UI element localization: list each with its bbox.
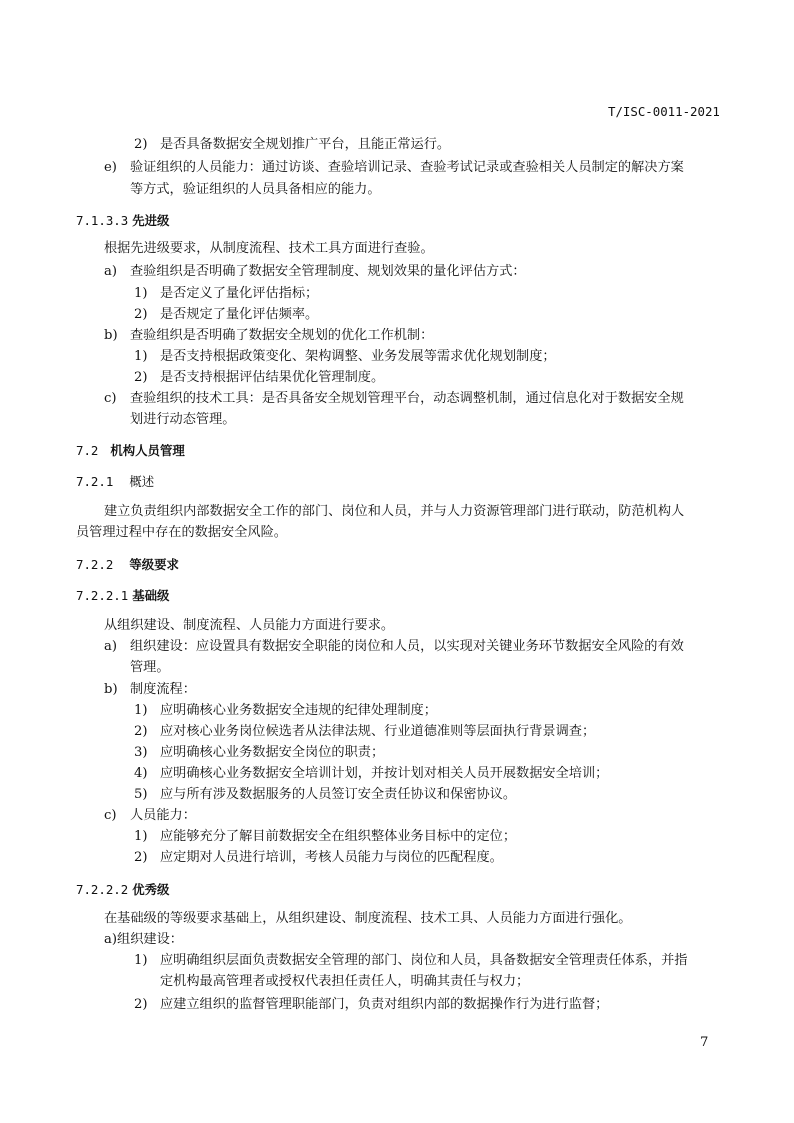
list-text: 是否定义了量化评估指标； — [160, 286, 319, 301]
list-text: 制度流程： — [130, 682, 196, 697]
section-number: 7.2 — [76, 443, 99, 458]
list-item — [104, 680, 196, 700]
list-item — [104, 806, 196, 826]
list-item — [104, 262, 526, 282]
list-item — [104, 389, 684, 409]
list-marker: a) — [104, 639, 118, 654]
list-text: 应能够充分了解目前数据安全在组织整体业务目标中的定位； — [160, 829, 517, 844]
list-marker: c) — [104, 391, 117, 406]
section-title: 等级要求 — [129, 557, 179, 572]
list-item — [134, 368, 384, 388]
section-number: 7.2.1 — [76, 474, 114, 489]
list-text: 查验组织是否明确了数据安全规划的优化工作机制： — [130, 328, 434, 343]
list-marker: 2) — [134, 850, 148, 865]
list-item — [134, 722, 595, 742]
section-title: 机构人员管理 — [110, 443, 185, 458]
list-item — [104, 326, 433, 346]
list-heading: a)组织建设： — [104, 932, 183, 947]
list-marker: b) — [104, 328, 118, 343]
list-marker: 1) — [134, 286, 148, 301]
section-heading — [76, 472, 154, 492]
list-text: 组织建设：应设置具有数据安全职能的岗位和人员，以实现对关键业务环节数据安全风险的有效 — [130, 639, 684, 654]
list-marker: c) — [104, 808, 117, 823]
list-text: 应定期对人员进行培训，考核人员能力与岗位的匹配程度。 — [160, 850, 503, 865]
section-heading — [76, 586, 169, 606]
list-text: 应明确组织层面负责数据安全管理的部门、岗位和人员，具备数据安全管理责任体系，并指 — [160, 953, 688, 968]
list-text: 应与所有涉及数据服务的人员签订安全责任协议和保密协议。 — [160, 787, 517, 802]
section-number: 7.1.3.3 — [76, 213, 129, 228]
list-marker: 1) — [134, 953, 148, 968]
list-marker: a) — [104, 264, 118, 279]
list-marker: 1) — [134, 829, 148, 844]
document-code: T/ISC-0011-2021 — [608, 104, 720, 119]
list-item — [134, 764, 608, 784]
list-text: 是否支持根据评估结果优化管理制度。 — [160, 370, 385, 385]
list-text: 应明确核心业务数据安全违规的纪律处理制度； — [160, 703, 437, 718]
list-marker: e) — [104, 160, 117, 175]
paragraph-continued: 员管理过程中存在的数据安全风险。 — [76, 525, 287, 540]
list-item — [134, 995, 608, 1015]
list-text-continued: 管理。 — [130, 660, 170, 675]
list-item — [134, 743, 384, 763]
section-heading — [76, 441, 185, 461]
section-title: 优秀级 — [132, 882, 170, 897]
paragraph: 建立负责组织内部数据安全工作的部门、岗位和人员，并与人力资源管理部门进行联动，防范机构人 — [104, 504, 685, 519]
page-number: 7 — [700, 1035, 709, 1050]
section-number: 7.2.2 — [76, 557, 114, 572]
list-marker: 2) — [134, 370, 148, 385]
list-text: 应明确核心业务数据安全培训计划，并按计划对相关人员开展数据安全培训； — [160, 766, 609, 781]
list-text: 应对核心业务岗位候选者从法律法规、行业道德准则等层面执行背景调查； — [160, 724, 596, 739]
list-text: 是否具备数据安全规划推广平台，且能正常运行。 — [160, 137, 451, 152]
list-marker: 1) — [134, 703, 148, 718]
list-item — [134, 305, 318, 325]
section-title: 基础级 — [132, 588, 170, 603]
list-marker: 4) — [134, 766, 148, 781]
list-text: 验证组织的人员能力：通过访谈、查验培训记录、查验考试记录或查验相关人员制定的解决方案 — [130, 160, 684, 175]
list-text-continued: 等方式，验证组织的人员具备相应的能力。 — [130, 182, 381, 197]
paragraph: 在基础级的等级要求基础上，从组织建设、制度流程、技术工具、人员能力方面进行强化。 — [104, 911, 632, 926]
list-text: 是否支持根据政策变化、架构调整、业务发展等需求优化规划制度； — [160, 349, 556, 364]
list-item — [134, 785, 516, 805]
list-item — [104, 637, 684, 657]
list-item — [104, 158, 684, 178]
list-marker: 2) — [134, 307, 148, 322]
list-item — [134, 135, 450, 155]
list-item — [134, 701, 437, 721]
list-marker: 1) — [134, 349, 148, 364]
list-item — [134, 848, 503, 868]
list-marker: 2) — [134, 137, 148, 152]
list-text-continued: 划进行动态管理。 — [130, 412, 236, 427]
list-marker: 2) — [134, 997, 148, 1012]
paragraph: 根据先进级要求，从制度流程、技术工具方面进行查验。 — [104, 241, 434, 256]
section-heading — [76, 211, 169, 231]
list-item — [134, 951, 688, 971]
section-number: 7.2.2.2 — [76, 882, 129, 897]
section-heading — [76, 880, 169, 900]
paragraph: 从组织建设、制度流程、人员能力方面进行要求。 — [104, 618, 395, 633]
list-text: 查验组织是否明确了数据安全管理制度、规划效果的量化评估方式： — [130, 264, 526, 279]
list-text: 查验组织的技术工具：是否具备安全规划管理平台，动态调整机制，通过信息化对于数据安全规 — [130, 391, 684, 406]
list-item — [134, 347, 556, 367]
list-item — [134, 827, 516, 847]
list-text: 应建立组织的监督管理职能部门，负责对组织内部的数据操作行为进行监督； — [160, 997, 609, 1012]
list-text-continued: 定机构最高管理者或授权代表担任责任人，明确其责任与权力； — [160, 974, 530, 989]
list-marker: 5) — [134, 787, 148, 802]
list-text: 应明确核心业务数据安全岗位的职责； — [160, 745, 385, 760]
section-heading — [76, 555, 179, 575]
section-title: 先进级 — [132, 213, 170, 228]
list-marker: 2) — [134, 724, 148, 739]
section-number: 7.2.2.1 — [76, 588, 129, 603]
section-title: 概述 — [129, 474, 155, 489]
list-text: 人员能力： — [130, 808, 196, 823]
list-item — [134, 284, 318, 304]
list-marker: 3) — [134, 745, 148, 760]
list-marker: b) — [104, 682, 118, 697]
list-text: 是否规定了量化评估频率。 — [160, 307, 319, 322]
